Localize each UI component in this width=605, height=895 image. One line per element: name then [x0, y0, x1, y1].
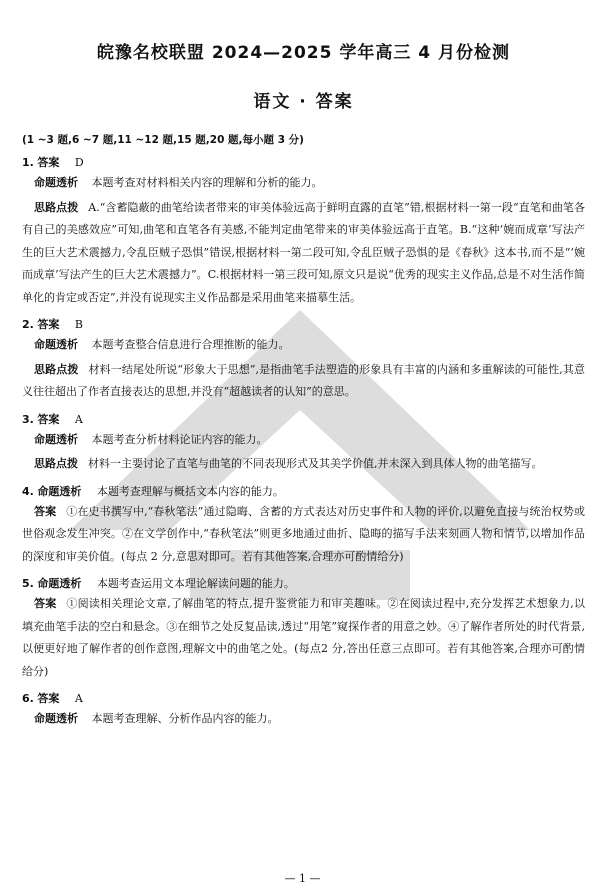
- question-2-header: [22, 316, 585, 332]
- question-5-header: [22, 575, 585, 591]
- answer-label: 答案: [34, 597, 57, 610]
- question-number: 6.: [22, 692, 34, 705]
- answer-value: D: [74, 156, 84, 169]
- answer-label: 答案: [34, 504, 57, 518]
- hint-text: 材料一结尾处所说“形象大于思想”,是指曲笔手法塑造的形象具有丰富的内涵和多重解读的可能性,其意义往往超出了作者直接表达的思想,并没有“超越读者的认知”的意思。: [22, 362, 586, 398]
- answer-text: ①在史书撰写中,“春秋笔法”通过隐晦、含蓄的方式表达对历史事件和人物的评价,以避免直接与统治权势或世俗观念发生冲突。②在文学创作中,“春秋笔法”则更多地通过曲折、隐晦的描写手法来刻画人物和情节,以增加作品的深度和审美价值。(每点 2 分,意思对即可。若有其他答案,合理亦可酌情给分): [22, 504, 586, 563]
- question-5-answer: [22, 593, 585, 683]
- question-4-answer: [22, 501, 585, 569]
- hint-text: 材料一主要讨论了直笔与曲笔的不同表现形式及其美学价值,并未深入到具体人物的曲笔描写。: [88, 457, 543, 470]
- analysis-label: 命题透析: [34, 338, 78, 351]
- analysis-text: 本题考查整合信息进行合理推断的能力。: [91, 338, 290, 351]
- hint-label: 思路点拨: [34, 200, 79, 214]
- question-3-hint: [22, 453, 585, 476]
- analysis-text: 本题考查运用文本理论解读问题的能力。: [96, 577, 295, 590]
- analysis-label: 命题透析: [34, 712, 78, 725]
- question-1-analysis: [22, 172, 585, 195]
- score-note: (1 ~3 题,6 ~7 题,11 ~12 题,15 题,20 题,每小题 3 分): [22, 134, 304, 146]
- hint-label: 思路点拨: [34, 362, 79, 376]
- answer-value: A: [74, 412, 83, 426]
- question-6-analysis: [22, 708, 585, 731]
- exam-title: 皖豫名校联盟 2024—2025 学年高三 4 月份检测: [96, 43, 511, 63]
- analysis-label: 命题透析: [37, 577, 82, 590]
- analysis-text: 本题考查对材料相关内容的理解和分析的能力。: [91, 176, 323, 189]
- analysis-label: 命题透析: [34, 176, 78, 189]
- question-number: 3.: [22, 412, 34, 426]
- question-4-header: [22, 483, 585, 499]
- question-3-analysis: [22, 429, 585, 452]
- page-number: — 1 —: [284, 872, 321, 885]
- analysis-text: 本题考查理解、分析作品内容的能力。: [91, 712, 279, 725]
- hint-text: A.“含蓄隐蔽的曲笔给读者带来的审美体验远高于鲜明直露的直笔”错,根据材料一第一段“直笔和曲笔各有自己的美感效应”可知,曲笔和直笔各有美感,不能判定曲笔带来的审美体验远高于直笔。B.“这种‘婉而成章’写法产生的巨大艺术震撼力,令乱臣贼子恐惧”错误,根据材料一第二段可知,令乱臣贼子恐惧的是《春秋》这本书,而不是“‘婉而成章’写法产生的巨大艺术震撼力”。C.根据材料一第三段可知,原文只是说“优秀的现实主义作品,总是不对生活作简单化的肯定或否定”,并没有说现实主义作品都是采用曲笔来描摹生活。: [22, 200, 585, 304]
- question-1-hint: [22, 197, 585, 310]
- answer-text: ①阅读相关理论文章,了解曲笔的特点,提升鉴赏能力和审美趣味。②在阅读过程中,充分发挥艺术想象力,以填充曲笔手法的空白和悬念。③在细节之处反复品读,透过“用笔”窥探作者的用意之妙。④了解作者所处的时代背景,以便更好地了解作者的创作意图,理解文中的曲笔之处。(每点2 分,答出任意三点即可。若有其他答案,合理亦可酌情给分): [22, 597, 586, 678]
- answer-label: 答案: [37, 156, 60, 169]
- answer-label: 答案: [37, 412, 60, 426]
- analysis-text: 本题考查分析材料论证内容的能力。: [91, 432, 268, 446]
- analysis-text: 本题考查理解与概括文本内容的能力。: [96, 484, 284, 498]
- answer-label: 答案: [37, 318, 60, 331]
- analysis-label: 命题透析: [37, 484, 82, 498]
- question-number: 1.: [22, 156, 34, 169]
- question-2-hint: [22, 359, 585, 404]
- question-6-header: [22, 690, 585, 706]
- answer-label: 答案: [37, 692, 60, 705]
- answer-value: B: [74, 318, 83, 331]
- hint-label: 思路点拨: [34, 457, 78, 470]
- exam-subtitle: 语文 · 答案: [253, 92, 354, 112]
- answer-value: A: [74, 692, 83, 705]
- analysis-label: 命题透析: [34, 432, 78, 446]
- question-number: 2.: [22, 318, 34, 331]
- question-2-analysis: [22, 334, 585, 357]
- question-1-header: [22, 154, 585, 170]
- question-number: 4.: [22, 484, 34, 498]
- question-number: 5.: [22, 577, 34, 590]
- question-3-header: [22, 411, 585, 427]
